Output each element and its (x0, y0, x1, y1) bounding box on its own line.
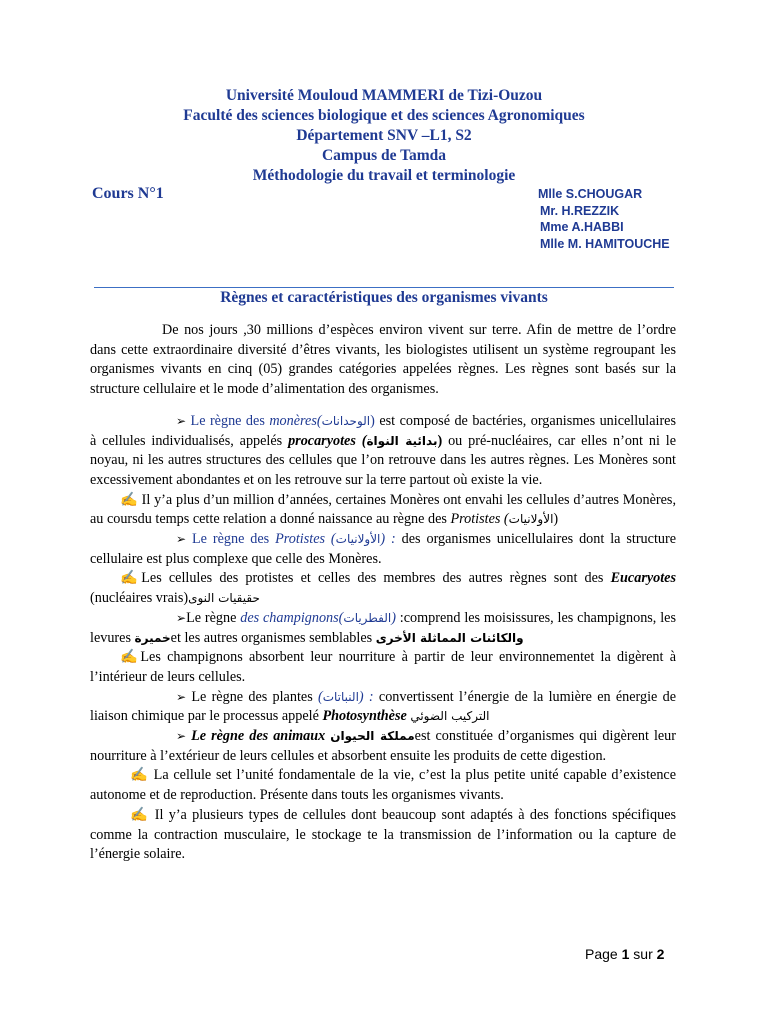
plants-text: convertissent l’énergie de la lumière en énergie de liaison chimique par le processus appelé (90, 688, 677, 725)
procaryotes-close: ) (437, 432, 443, 449)
arrow-right-icon: ➢ (176, 413, 187, 428)
protistes-term: Protistes ( (450, 511, 509, 528)
monera-arabic: الوحدانات (321, 413, 371, 428)
faculty-name: Faculté des sciences biologique et des sciences Agronomiques (183, 107, 585, 124)
note3-text: Les champignons absorbent leur nourriture à partir de leur environnementet la digèrent à l’intérieur de leurs cellules. (90, 649, 676, 685)
course-name: Méthodologie du travail et terminologie (252, 167, 516, 184)
note5-text: Il y’a plusieurs types de cellules dont beaucoup sont adaptés à des fonctions spécifiques comme la contraction musculaire, le stockage te la transmission de l’information ou la capture de l’énergie solaire. (90, 806, 677, 863)
fungi-label: Le règne (186, 609, 241, 626)
eucaryotes-term: Eucaryotes (610, 570, 676, 587)
animals-label: Le règne des animaux (191, 728, 331, 745)
arrow-right-icon: ➢ (176, 610, 187, 625)
writing-hand-icon: ✍ (130, 806, 150, 823)
total-pages: 2 (656, 946, 665, 962)
note1-text: Il y’a plus d’un million d’années, certaines Monères ont envahi les cellules d’autres Monères, au coursdu temps cette relation a donné naissance au règne des (90, 491, 676, 528)
plants-paragraph (90, 688, 676, 727)
note-paragraph-4 (90, 766, 676, 805)
note-paragraph-5 (90, 806, 676, 865)
arrow-right-icon: ➢ (176, 729, 187, 744)
monera-close: ) (370, 412, 375, 429)
protistes-close: ) (553, 511, 559, 528)
current-page: 1 (621, 946, 630, 962)
writing-hand-icon: ✍ (130, 767, 149, 784)
note-paragraph-1 (90, 491, 676, 530)
plants-arabic: النباتات (322, 689, 359, 704)
animals-paragraph (90, 727, 676, 766)
animals-text: est constituée d’organismes qui digèrent leur nourriture à l’extérieur de leurs cellules et absorbent ensuite les produits de cette digestion. (90, 728, 676, 764)
monera-text: est composé de bactéries, organismes unicellulaires à cellules individualisés, appelés (90, 412, 676, 449)
protistes-arabic: الأولانيات (508, 512, 554, 527)
note2-text-2: (nucléaires vrais) (90, 590, 189, 607)
note4-text: La cellule set l’unité fondamentale de la vie, c’est la plus petite unité capable d’existence autonome et de reproduction. Présente dans touts les organismes vivants. (90, 767, 677, 804)
intro-paragraph: De nos jours ,30 millions d’espèces environ vivent sur terre. Afin de mettre de l’ordre dans cette extraordinaire diversité d’êtres vivants, les biologistes utilisent un système regroupant les organismes vivants en cinq (05) grandes catégories appelées règnes. Les règnes sont basés sur la structure cellulaire et le mode d’alimentation des organismes. (90, 322, 676, 398)
document-body (90, 321, 676, 865)
author-name: Mme A.HABBI (540, 220, 624, 234)
procaryotes-arabic: بدائية النواة (366, 433, 438, 448)
writing-hand-icon: ✍ (120, 491, 138, 508)
photosynthese-arabic: التركيب الضوئي (410, 709, 490, 724)
note-paragraph-2 (90, 569, 676, 608)
monera-text-2: ou pré-nucléaires, car elles n’ont ni le noyau, ni les autres structures des cellules que l’on retrouve dans les autres règnes. Les Monères sont excessivement abondantes et on les retrouve sur la terre partout où existe la vie. (90, 432, 677, 488)
note2-text: Les cellules des protistes et celles des membres des autres règnes sont des (141, 570, 611, 587)
protists-name: Protistes ( (275, 531, 336, 548)
author-name: Mlle M. HAMITOUCHE (540, 236, 670, 251)
arrow-right-icon: ➢ (176, 689, 187, 704)
protists-text: des organismes unicellulaires dont la structure cellulaire est plus complexe que celle des Monères. (90, 531, 676, 567)
eucaryotes-arabic: حقيقيات النوى (188, 591, 260, 606)
fungi-text: :comprend les moisissures, les champignons, les levures (90, 609, 676, 646)
protists-close: ) : (380, 531, 396, 548)
similar-arabic: والكائنات المماثلة الأخرى (375, 630, 524, 645)
protists-paragraph (90, 530, 676, 569)
page-number (585, 946, 664, 962)
campus-name: Campus de Tamda (321, 147, 447, 164)
fungi-paragraph (90, 609, 676, 648)
fungi-close: ) (391, 609, 400, 626)
monera-name: monères( (269, 412, 322, 429)
section-divider (94, 287, 674, 288)
section-title: Règnes et caractéristiques des organismes vivants (220, 289, 548, 306)
plants-close: ) : (358, 688, 374, 705)
department-name: Département SNV –L1, S2 (296, 127, 472, 144)
author-name: Mr. H.REZZIK (540, 203, 620, 218)
protists-label: Le règne des (191, 531, 276, 548)
yeast-arabic: خميرة (134, 630, 171, 645)
writing-hand-icon: ✍ (120, 570, 142, 587)
author-list (538, 186, 670, 252)
plants-open: ( (317, 688, 323, 705)
animals-arabic: مملكة الحيوان (330, 729, 415, 744)
fungi-arabic: الفطريات (343, 610, 392, 625)
page-prefix: Page (585, 946, 622, 962)
page-mid: sur (629, 946, 657, 962)
writing-hand-icon: ✍ (120, 649, 141, 666)
fungi-name: des champignons( (240, 609, 344, 626)
procaryotes-term: procaryotes ( (288, 432, 367, 449)
monera-paragraph (90, 412, 676, 491)
plants-label: Le règne des plantes (191, 688, 318, 705)
arrow-right-icon: ➢ (176, 532, 187, 547)
protists-arabic: الأولانيات (335, 532, 381, 547)
university-name: Université Mouloud MAMMERI de Tizi-Ouzou (225, 87, 543, 104)
course-number: Cours N°1 (92, 185, 164, 202)
document-header (0, 86, 768, 186)
monera-label: Le règne des (190, 412, 270, 429)
author-name: Mlle S.CHOUGAR (538, 187, 643, 201)
fungi-text-2: et les autres organismes semblables (170, 629, 376, 646)
photosynthese-term: Photosynthèse (322, 708, 407, 725)
note-paragraph-3 (90, 648, 676, 687)
